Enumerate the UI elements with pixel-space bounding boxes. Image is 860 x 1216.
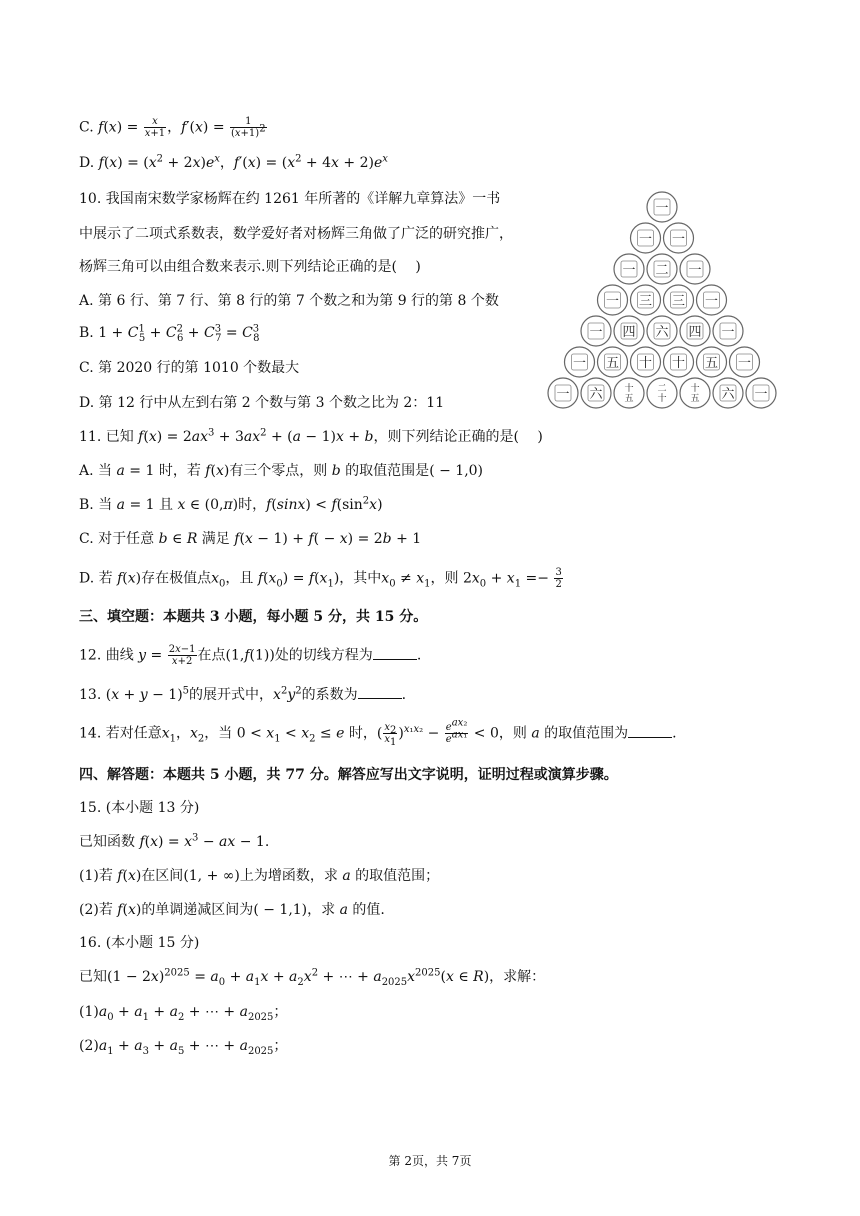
q9-option-d: D. $f(x) = (x^2 + 2x)e^x$，$f'(x) = (x^2 + 4x + 2)e^x$ [79, 153, 388, 171]
q10-option-c: C. 第 2020 行的第 1010 个数最大 [79, 360, 300, 376]
triangle-number: 一 [688, 263, 702, 278]
triangle-number: 六 [721, 387, 735, 402]
triangle-cell [614, 378, 644, 408]
triangle-number: 六 [655, 325, 669, 340]
q10-stem-1: 10. 我国南宋数学家杨辉在约 1261 年所著的《详解九章算法》一书 [79, 191, 501, 207]
triangle-cell [664, 347, 694, 377]
q15-part-2: (2)若 f(x)的单调递减区间为( − 1,1)，求 a 的值. [79, 902, 385, 918]
triangle-number: 二 [657, 384, 667, 394]
q11-stem: 11. 已知 $f(x) = 2ax^3 + 3ax^2 + (a - 1)x + b$，则下列结论正确的是( ) [79, 427, 543, 445]
triangle-number: 一 [721, 325, 735, 340]
triangle-number: 十 [638, 356, 653, 371]
triangle-cell [614, 316, 644, 346]
triangle-cell [647, 192, 677, 222]
triangle-cell [730, 347, 760, 377]
answer-blank [628, 725, 672, 738]
q11-option-c: C. 对于任意 b ∈ R 满足 f(x − 1) + f( − x) = 2b + 1 [79, 531, 422, 547]
triangle-cell [746, 378, 776, 408]
triangle-number: 一 [737, 356, 752, 371]
triangle-cell [565, 347, 595, 377]
triangle-cell [631, 285, 661, 315]
triangle-number: 一 [655, 201, 669, 216]
triangle-number: 五 [704, 356, 719, 371]
yanghui-triangle-figure [540, 188, 780, 412]
q11-option-d: D. 若 f(x)存在极值点$x_0$，且 $f(x_0) = f(x_1)$，其中$x_0 \ne x_1$，则 $2x_0 + x_1$ =− $\frac{3}{2}$ [79, 567, 562, 590]
triangle-cell [647, 378, 677, 408]
triangle-number: 一 [704, 294, 719, 309]
triangle-cell [713, 378, 743, 408]
page-footer: 第 2页，共 7页 [388, 1154, 472, 1168]
triangle-number: 五 [690, 394, 700, 404]
triangle-cell [598, 347, 628, 377]
q16-part-1: $(1)a_0 + a_1 + a_2$ + ⋯ + $a_{2025}$； [79, 1004, 288, 1023]
triangle-cell [680, 316, 710, 346]
q16-part-2: $(2)a_1 + a_3 + a_5$ + ⋯ + $a_{2025}$； [79, 1038, 288, 1057]
q9-option-c: C. f(x) = $\frac{x}{x+1}$ ，f′(x) = $\frac{1}{(x+1)^2}$ [79, 116, 266, 139]
triangle-cell [631, 223, 661, 253]
section-4-heading: 四、解答题：本题共 5 小题，共 77 分。解答应写出文字说明，证明过程或演算步骤。 [79, 767, 618, 783]
triangle-number: 一 [622, 263, 636, 278]
q16-stem: 已知$(1 - 2x)^{2025} = a_0 + a_1x + a_2x^2$ + ⋯ + $a_{2025}x^{2025}(x$ ∈ R)，求解： [79, 967, 546, 988]
triangle-number: 一 [754, 387, 768, 402]
triangle-cell [614, 254, 644, 284]
triangle-cell [548, 378, 578, 408]
q10-stem-2: 中展示了二项式系数表，数学爱好者对杨辉三角做了广泛的研究推广， [79, 226, 513, 242]
q11-option-b: B. 当 a = 1 且 x ∈ (0,π)时，$f(\sin x) < f(\sin^2x)$ [79, 495, 383, 513]
triangle-cell [680, 254, 710, 284]
q15-title: 15. (本小题 13 分) [79, 800, 200, 816]
triangle-cell [598, 285, 628, 315]
q10-option-d: D. 第 12 行中从左到右第 2 个数与第 3 个数之比为 2：11 [79, 395, 445, 411]
q14: 14. 若对任意$x_1$，$x_2$，当 $0 < x_1 < x_2 \le e$ 时，( $\frac{x_2}{x_1}$ )$^{x_1x_2}$ − $\frac{e^{ax_2}}{e^{ax_1}}$ < 0，则 a 的取值范围为 . [79, 717, 677, 748]
q11-option-a: A. 当 a = 1 时，若 f(x)有三个零点，则 b 的取值范围是( − 1,0) [79, 463, 484, 479]
triangle-cell [631, 347, 661, 377]
triangle-cell [581, 378, 611, 408]
triangle-cell [697, 347, 727, 377]
triangle-number: 五 [624, 394, 634, 404]
triangle-cell [664, 223, 694, 253]
triangle-number: 一 [605, 294, 620, 309]
triangle-cell [647, 316, 677, 346]
triangle-number: 三 [671, 294, 686, 309]
triangle-number: 十 [690, 384, 700, 394]
triangle-cell [647, 254, 677, 284]
q13: 13. $(x + y - 1)^5$的展开式中，$x^2y^2$的系数为 . [79, 685, 407, 703]
section-3-heading: 三、填空题：本题共 3 小题，每小题 5 分，共 15 分。 [79, 609, 428, 625]
triangle-number: 一 [589, 325, 603, 340]
q10-option-b: B. $1 + C^1_5 + C^2_6 + C^3_7 = C^3_8$ [79, 323, 260, 344]
triangle-number: 十 [657, 394, 667, 404]
answer-blank [373, 647, 417, 660]
triangle-number: 十 [624, 384, 634, 394]
triangle-number: 六 [589, 387, 603, 402]
triangle-cell [664, 285, 694, 315]
triangle-number: 五 [605, 356, 620, 371]
answer-blank [358, 686, 402, 699]
q12: 12. 曲线 y = $\frac{2x-1}{x+2}$ 在点(1,f(1))处的切线方程为 . [79, 644, 422, 667]
triangle-number: 三 [638, 294, 653, 309]
triangle-number: 一 [638, 232, 653, 247]
triangle-number: 四 [622, 325, 636, 340]
q16-title: 16. (本小题 15 分) [79, 935, 200, 951]
q10-option-a: A. 第 6 行、第 7 行、第 8 行的第 7 个数之和为第 9 行的第 8 个数 [79, 293, 499, 309]
q15-stem: 已知函数 $f(x) = x^3$ − ax − 1. [79, 832, 270, 850]
triangle-number: 二 [655, 263, 669, 278]
triangle-cell [581, 316, 611, 346]
q10-stem-3: 杨辉三角可以由组合数来表示.则下列结论正确的是( ) [79, 259, 421, 275]
triangle-number: 一 [572, 356, 587, 371]
triangle-number: 一 [671, 232, 686, 247]
triangle-cell [697, 285, 727, 315]
triangle-number: 一 [556, 387, 570, 402]
q15-part-1: (1)若 f(x)在区间(1, + ∞)上为增函数，求 a 的取值范围； [79, 868, 440, 884]
triangle-number: 四 [688, 325, 702, 340]
triangle-cell [680, 378, 710, 408]
triangle-number: 十 [671, 356, 686, 371]
triangle-cell [713, 316, 743, 346]
